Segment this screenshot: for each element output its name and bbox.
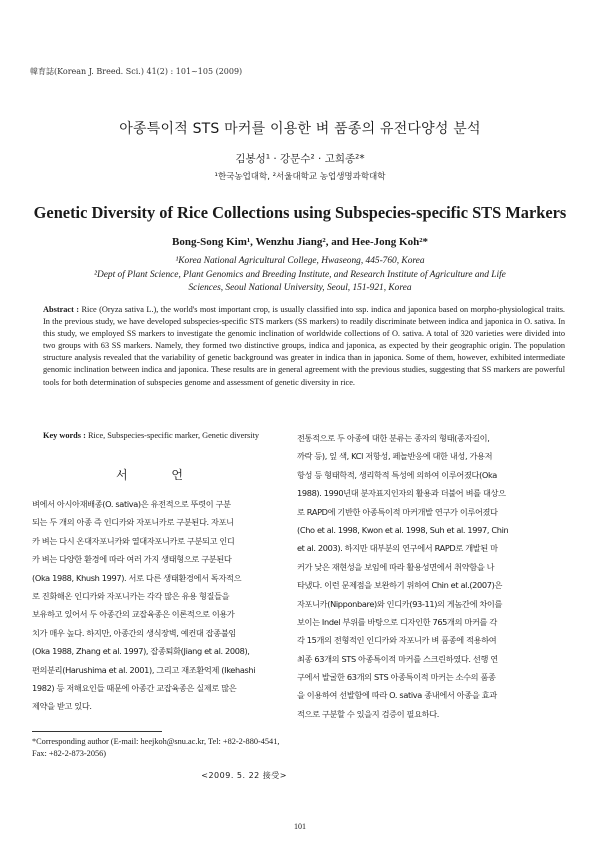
body-line: 을 이용하여 선발함에 따라 O. sativa 종내에서 아종을 효과 <box>297 690 497 701</box>
keywords-text: Rice, Subspecies-specific marker, Genetic diversity <box>87 431 260 440</box>
abstract-label: Abstract : <box>43 305 80 314</box>
body-line: 보이는 Indel 부위를 바탕으로 디자인한 765개의 마커를 각 <box>297 616 497 627</box>
korean-authors: 김봉성¹ · 강문수² · 고희종²* <box>235 153 365 165</box>
body-line: 최종 63개의 STS 아종특이적 마커를 스크린하였다. 선행 연 <box>297 653 498 664</box>
right-column <box>297 429 565 723</box>
body-line: 커가 낮은 재현성을 보임에 따라 활용성면에서 취약함을 나 <box>297 561 495 572</box>
body-line: 까락 등), 잎 색, KCl 저항성, 페놀반응에 대한 내성, 가용저 <box>297 451 493 462</box>
body-line: 1988). 1990년대 분자표지인자의 활용과 더불어 벼를 대상으 <box>297 488 506 499</box>
body-line: 로 진화해온 인디카와 자포니카는 각각 많은 유용 형질들을 <box>32 590 230 601</box>
body-line: 타냈다. 이런 문제점을 보완하기 위하여 Chin et al.(2007)은 <box>297 580 503 591</box>
body-line: (Oka 1988, Khush 1997). 서로 다른 생태환경에서 독자적으 <box>32 572 242 583</box>
body-line: 1982) 등 저해요인들 때문에 아종간 교잡육종은 실제로 많은 <box>32 682 237 693</box>
received-date: <2009. 5. 22 接受> <box>201 771 287 780</box>
body-line: (Oka 1988, Zhang et al. 1997), 잡종퇴화(Jiang et al. 2008), <box>32 646 250 657</box>
keywords-label: Key words : <box>43 431 86 440</box>
body-line: 로 RAPD에 기반한 아종특이적 마커개발 연구가 이루어졌다 <box>297 506 498 517</box>
body-line: 되는 두 개의 아종 즉 인디카와 자포니카로 구분된다. 자포니 <box>32 517 234 528</box>
affiliation-line: Sciences, Seoul National University, Seoul, 151-921, Korea <box>188 283 412 293</box>
corresponding-author-footnote: *Corresponding author (E-mail: heejkoh@snu.ac.kr, Tel: +82-2-880-4541, Fax: +82-2-873-2056) <box>32 737 280 759</box>
english-affiliation <box>0 255 600 296</box>
body-line: et al. 2003). 하지만 대부분의 연구에서 RAPD로 개발된 마 <box>297 543 498 554</box>
body-line: 카 벼는 다시 온대자포니카와 열대자포니카로 구분되고 인디 <box>32 535 235 546</box>
english-authors: Bong-Song Kim¹, Wenzhu Jiang², and Hee-Jong Koh²* <box>171 236 429 248</box>
journal-header: 韓育誌(Korean J. Breed. Sci.) 41(2) : 101~105 (2009) <box>30 67 243 76</box>
english-title: Genetic Diversity of Rice Collections using Subspecies-specific STS Markers <box>33 203 567 222</box>
abstract <box>43 304 565 389</box>
body-line: 치가 매우 높다. 하지만, 아종간의 생식장벽, 예컨대 잡종불임 <box>32 627 236 638</box>
affiliation-line: ²Dept of Plant Science, Plant Genomics and Breeding Institute, and Research Institute of Agriculture and Life <box>94 269 506 280</box>
body-line: 카 벼는 다양한 환경에 따라 여러 가지 생태형으로 구분된다 <box>32 554 232 565</box>
body-line: 편의분리(Harushima et al. 2001), 그리고 재조환억제 (Ikehashi <box>32 664 256 675</box>
body-line: 구에서 발굴한 63개의 STS 아종특이적 마커는 소수의 품종 <box>297 672 496 683</box>
korean-title: 아종특이적 STS 마커를 이용한 벼 품종의 유전다양성 분석 <box>119 121 481 137</box>
body-line: 보유하고 있어서 두 아종간의 교잡육종은 이론적으로 이용가 <box>32 609 235 620</box>
page-number: 101 <box>294 822 306 831</box>
abstract-text: Rice (Oryza sativa L.), the world's most important crop, is usually classified into ssp. indica and japonica based on morpho-physiological traits. In the previous study, we have developed subspecies-specific STS markers (SS markers) to readily discriminate between indica and japonica in O. sativa. In this study, we employed SS markers to investigate the genomic inclination of worldwide collections of O. sativa. A total of 320 varieties were divided into two groups with 63 SS markers. Namely, they formed two distinctive groups, indica and japonica, as expected by their geographic origin. The population structure analysis revealed that the variability of genetic background was greater in indica than in japonica. Some of them, however, exhibited intermediate genomic inclination between indica and japonica. These results are in general agreement with the previous studies, suggesting that SS markers are powerful tools for both determination of subspecies genome and assessment of genetic diversity in rice. <box>43 305 566 387</box>
body-line: 항성 등 형태학적, 생리학적 특성에 의하여 이루어졌다(Oka <box>297 469 497 480</box>
body-line: 적으로 구분할 수 있을지 검증이 필요하다. <box>297 708 440 719</box>
section-title: 서 언 <box>116 468 203 482</box>
body-line: 제약을 받고 있다. <box>32 701 92 712</box>
affiliation-line: ¹Korea National Agricultural College, Hwaseong, 445-760, Korea <box>175 256 425 266</box>
korean-affiliation: ¹한국농업대학, ²서울대학교 농업생명과학대학 <box>214 172 386 182</box>
left-column <box>32 495 287 716</box>
body-line: 각 15개의 전형적인 인디카와 자포니카 벼 품종에 적용하여 <box>297 635 497 646</box>
body-line: 벼에서 아시아재배종(O. sativa)은 유전적으로 뚜렷이 구분 <box>32 499 231 509</box>
body-line: (Cho et al. 1998, Kwon et al. 1998, Suh et al. 1997, Chin <box>297 524 509 535</box>
body-line: 자포니카(Nipponbare)와 인디카(93-11)의 게놈간에 차이를 <box>297 598 503 609</box>
footnote-divider <box>32 731 162 732</box>
body-line: 전통적으로 두 아종에 대한 분류는 종자의 형태(종자길이, <box>297 433 490 443</box>
